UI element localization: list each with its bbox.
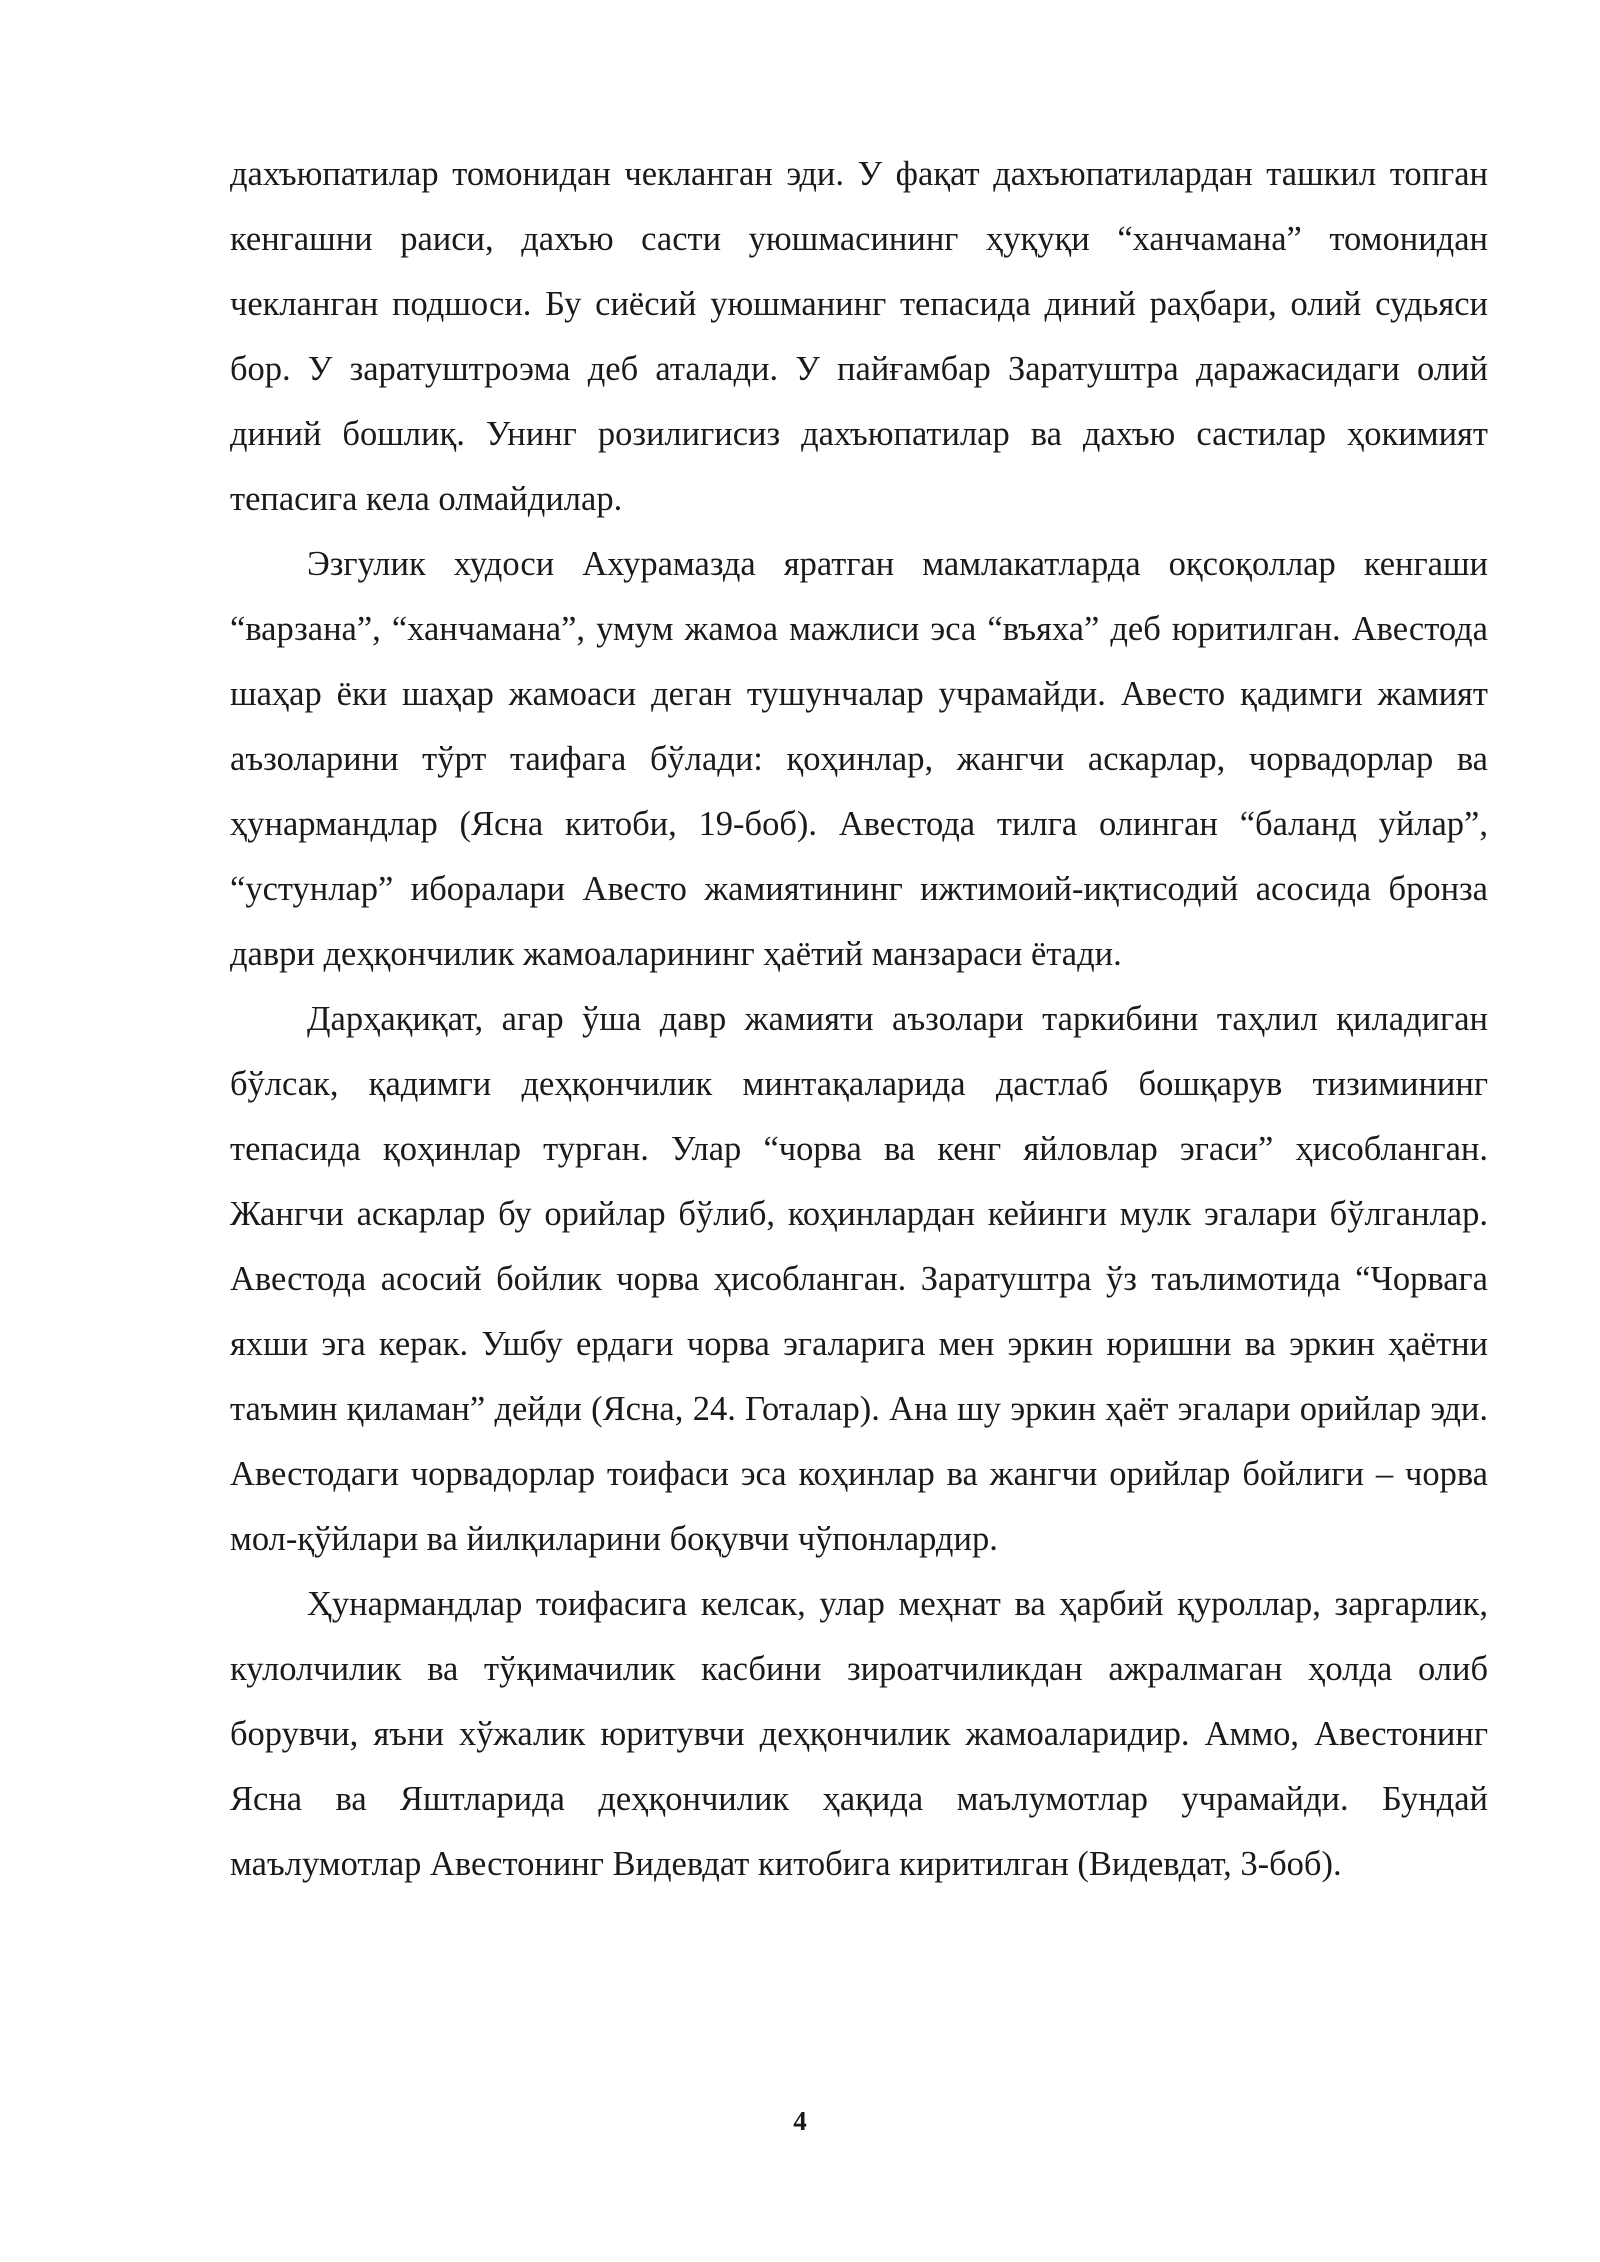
paragraph-4: Ҳунармандлар тоифасига келсак, улар меҳнат ва ҳарбий қуроллар, заргарлик, кулолчилик ва тўқимачилик касбини зироатчиликдан ажралмаган ҳолда олиб борувчи, яъни хўжалик юритувчи деҳқончилик жамоаларидир. Аммо, Авестонинг Ясна ва Яштларида деҳқончилик ҳақида маълумотлар учрамайди. Бундай маълумотлар Авестонинг Видевдат китобига киритилган (Видевдат, 3-боб). xyxy=(230,1585,1488,1883)
paragraph-1: дахъюпатилар томонидан чекланган эди. У фақат дахъюпатилардан ташкил топган кенгашни раиси, дахъю састи уюшмасининг ҳуқуқи “ханчамана” томонидан чекланган подшоси. Бу сиёсий уюшманинг тепасида диний раҳбари, олий судьяси бор. У заратуштроэма деб аталади. У пайғамбар Заратуштра даражасидаги олий диний бошлиқ. Унинг розилигисиз дахъюпатилар ва дахъю састилар ҳокимият тепасига кела олмайдилар. xyxy=(230,155,1488,518)
paragraph-2: Эзгулик худоси Ахурамазда яратган мамлакатларда оқсоқоллар кенгаши “варзана”, “ханчамана”, умум жамоа мажлиси эса “въяха” деб юритилган. Авестода шаҳар ёки шаҳар жамоаси деган тушунчалар учрамайди. Авесто қадимги жамият аъзоларини тўрт таифага бўлади: қоҳинлар, жангчи аскарлар, чорвадорлар ва ҳунармандлар (Ясна китоби, 19-боб). Авестода тилга олинган “баланд уйлар”, “устунлар” иборалари Авесто жамиятининг ижтимоий-иқтисодий асосида бронза даври деҳқончилик жамоаларининг ҳаётий манзараси ётади. xyxy=(230,545,1488,973)
document-body xyxy=(230,142,1488,1897)
page-number: 4 xyxy=(793,2106,807,2136)
paragraph-3: Дарҳақиқат, агар ўша давр жамияти аъзолари таркибини таҳлил қиладиган бўлсак, қадимги деҳқончилик минтақаларида дастлаб бошқарув тизимининг тепасида қоҳинлар турган. Улар “чорва ва кенг яйловлар эгаси” ҳисобланган. Жангчи аскарлар бу орийлар бўлиб, коҳинлардан кейинги мулк эгалари бўлганлар. Авестода асосий бойлик чорва ҳисобланган. Заратуштра ўз таълимотида “Чорвага яхши эга керак. Ушбу ердаги чорва эгаларига мен эркин юришни ва эркин ҳаётни таъмин қиламан” дейди (Ясна, 24. Готалар). Ана шу эркин ҳаёт эгалари орийлар эди. Авестодаги чорвадорлар тоифаси эса коҳинлар ва жангчи орийлар бойлиги – чорва мол-қўйлари ва йилқиларини боқувчи чўпонлардир. xyxy=(230,1000,1488,1558)
